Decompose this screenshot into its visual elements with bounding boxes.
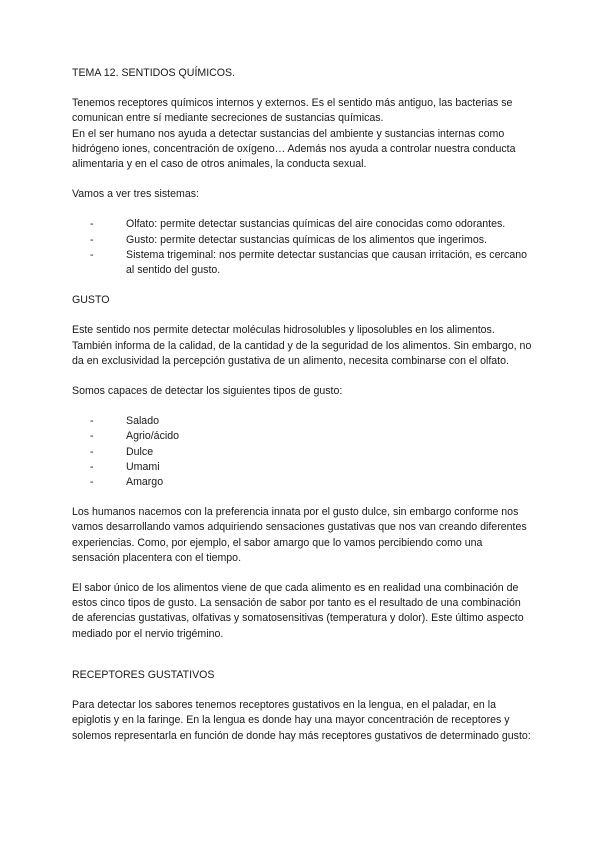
list-item: - Salado <box>90 414 532 429</box>
list-item: - Sistema trigeminal: nos permite detectar sustancias que causan irritación, es cercano al sentido del gusto. <box>90 248 527 277</box>
gusto-paragraph-3: Los humanos nacemos con la preferencia innata por el gusto dulce, sin embargo conforme nos vamos desarrollando vamos adquiriendo sensaciones gustativas que nos van creando diferentes experiencias. Como, por ejemplo, el sabor amargo que lo vamos percibiendo como una sensación placentera con el tiempo. <box>72 506 527 564</box>
list-item: - Agrio/ácido <box>90 429 532 444</box>
list-item: - Olfato: permite detectar sustancias químicas del aire conocidas como odorantes. <box>90 217 532 232</box>
bullet-dash: - <box>90 476 94 489</box>
bullet-dash: - <box>90 233 94 246</box>
list-item: - Amargo <box>90 475 532 490</box>
gusto-paragraph-1: Este sentido nos permite detectar moléculas hidrosolubles y liposolubles en los alimentos. También informa de la calidad, de la cantidad y de la seguridad de los alimentos. Sin embargo, no da en exclusividad la percepción gustativa de un alimento, necesita combinarse con el olfato. <box>72 324 532 367</box>
bullet-dash: - <box>90 248 94 261</box>
bullet-dash: - <box>90 415 94 428</box>
bullet-dash: - <box>90 430 94 443</box>
bullet-dash: - <box>90 445 94 458</box>
section-heading-gusto: GUSTO <box>72 294 110 307</box>
list-item: - Umami <box>90 460 532 475</box>
gusto-paragraph-2: Somos capaces de detectar los siguientes tipos de gusto: <box>72 385 343 398</box>
intro-paragraph-1: Tenemos receptores químicos internos y externos. Es el sentido más antiguo, las bacterias se comunican entre sí mediante secreciones de sustancias químicas. <box>72 97 513 125</box>
systems-list <box>72 217 532 278</box>
receptores-paragraph-1: Para detectar los sabores tenemos receptores gustativos en la lengua, en el paladar, en la epiglotis y en la faringe. En la lengua es donde hay una mayor concentración de receptores y solemos representarla en función de donde hay más receptores gustativos de determinado gusto: <box>72 699 531 742</box>
document-title: TEMA 12. SENTIDOS QUÍMICOS. <box>72 67 236 79</box>
bullet-dash: - <box>90 460 94 473</box>
intro-paragraph-2: En el ser humano nos ayuda a detectar sustancias del ambiente y sustancias internas como hidrógeno iones, concentración de oxígeno… Además nos ayuda a controlar nuestra conducta alimentaria y en el caso de otros animales, la conducta sexual. <box>72 127 516 171</box>
list-item: - Dulce <box>90 445 532 460</box>
list-item: - Gusto: permite detectar sustancias químicas de los alimentos que ingerimos. <box>90 233 532 248</box>
section-heading-receptores: RECEPTORES GUSTATIVOS <box>72 668 215 681</box>
tastes-list <box>72 414 532 490</box>
intro-paragraph-3: Vamos a ver tres sistemas: <box>72 188 199 201</box>
bullet-dash: - <box>90 218 94 231</box>
document-page <box>72 66 532 759</box>
gusto-paragraph-4: El sabor único de los alimentos viene de que cada alimento es en realidad una combinación de estos cinco tipos de gusto. La sensación de sabor por tanto es el resultado de una combinación de aferencias gustativas, olfativas y somatosensitivas (temperatura y dolor). Este último aspecto mediado por el nervio trigémino. <box>72 582 524 640</box>
